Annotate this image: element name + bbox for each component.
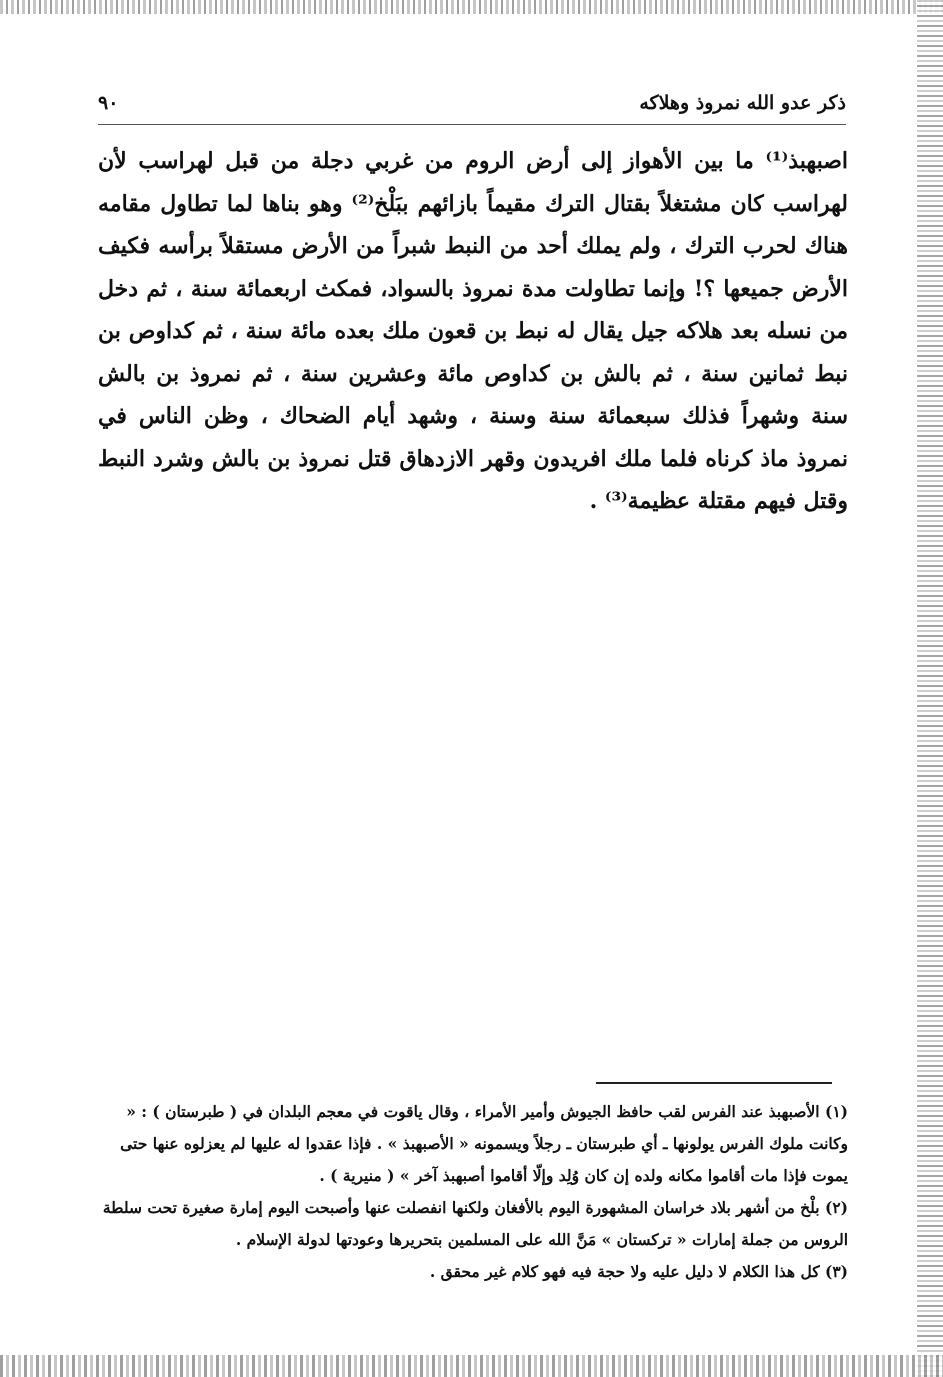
footnotes bbox=[98, 1096, 848, 1288]
body-paragraph: اصبهبذ⁽¹⁾ ما بين الأهواز إلى أرض الروم من غربي دجلة من قبل لهراسب لأن لهراسب كان مشتغلاً بقتال الترك مقيماً بازائهم ببَلْخ⁽²⁾ وهو بناها لما تطاول مقامه هناك لحرب الترك ، ولم يملك أحد من النبط شبراً من الأرض مستقلاً برأسه فكيف الأرض جميعها ؟! وإنما تطاولت مدة نمروذ بالسواد، فمكث اربعمائة سنة ، ثم دخل من نسله بعد هلاكه جيل يقال له نبط بن قعون ملك بعده مائة سنة ، ثم كداوص بن نبط ثمانين سنة ، ثم بالش بن كداوص مائة وعشرين سنة ، ثم نمروذ بن بالش سنة وشهراً فذلك سبعمائة سنة وسنة ، وشهد أيام الضحاك ، وظن الناس في نمروذ ماذ كرناه فلما ملك افريدون وقهر الازدهاق قتل نمروذ بن بالش وشرد النبط وقتل فيهم مقتلة عظيمة⁽³⁾ . bbox=[98, 148, 848, 514]
running-title: ذكر عدو الله نمروذ وهلاكه bbox=[639, 92, 846, 114]
footnote-3: (٣) كل هذا الكلام لا دليل عليه ولا حجة فيه فهو كلام غير محقق . bbox=[429, 1262, 848, 1281]
page-number: ٩٠ bbox=[98, 92, 119, 114]
main-text bbox=[98, 140, 848, 523]
header-rule bbox=[98, 124, 846, 125]
footnote-separator bbox=[596, 1082, 832, 1084]
page-header bbox=[98, 88, 846, 128]
page-border-top bbox=[0, 0, 943, 14]
footnote-2: (٢) بلْخ من أشهر بلاد خراسان المشهورة اليوم بالأفغان ولكنها انفصلت عنها وأصبحت اليوم إمارة صغيرة تحت سلطة الروس من جملة إمارات « تركستان » مَنَّ الله على المسلمين بتحريرها وعودتها لدولة الإسلام . bbox=[102, 1198, 848, 1249]
page-border-right bbox=[917, 0, 943, 1377]
footnote-1: (١) الأصبهبذ عند الفرس لقب حافظ الجيوش وأمير الأمراء ، وقال ياقوت في معجم البلدان في ( طبرستان ) : « وكانت ملوك الفرس يولونها ـ أي طبرستان ـ رجلاً ويسمونه « الأصبهبذ » . فإذا عقدوا له عليها لم يعزلوه عنها حتى يموت فإذا مات أقاموا مكانه ولده إن كان وُلِد وإلّا أقاموا أصبهبذ آخر » ( منيرية ) . bbox=[120, 1102, 848, 1185]
page-border-bottom bbox=[0, 1355, 943, 1377]
